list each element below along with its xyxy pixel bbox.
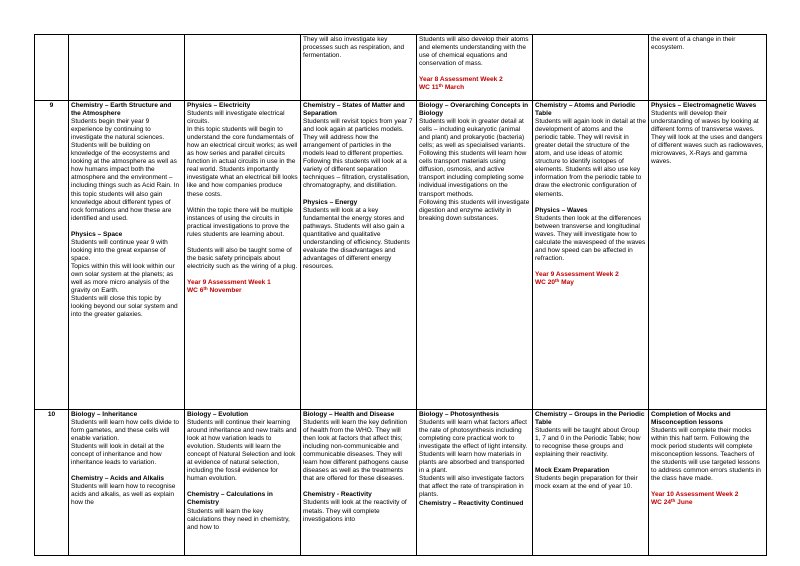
spacer: [187, 483, 298, 491]
date-ordinal: th: [555, 277, 560, 283]
topic-heading: Physics – Electricity: [187, 102, 251, 109]
assessment-month: November: [207, 286, 242, 294]
topic-heading: Biology – Evolution: [187, 411, 249, 418]
assessment-note: Year 8 Assessment Week 2: [419, 76, 503, 84]
table-row: [35, 35, 767, 101]
topic-heading: Chemistry – Reactivity Continued: [419, 499, 524, 507]
topic-heading: Biology – Inheritance: [71, 411, 138, 418]
topic-description: Students will again look in detail at the development of atoms and the periodic table. They will revisit in greater detail the structure of the atom, and use ideas of atomic structure to identify isotopes of elements. Students will also use key information from the periodic table to draw the electronic configuration of elements.: [535, 118, 647, 198]
term-cell: [185, 101, 301, 410]
topic-description: Students will be taught about Group 1, 7 and 0 in the Periodic Table; how to recognise these groups and explaining their reactivity.: [535, 427, 641, 459]
topic-heading: Completion of Mocks and Misconception lessons: [651, 411, 731, 427]
topic-description: Students will develop their understanding of waves by looking at different forms of transverse waves. They will look at the uses and dangers of different waves such as radiowaves, microwaves, X-Rays and gamma waves.: [651, 110, 764, 166]
topic-description: the event of a change in their ecosystem.: [651, 36, 736, 52]
topic-description: Students will complete their mocks within this half term. Following the mock period students will complete misconception lessons. Teachers of the students will use targeted lessons to address common errors students in the class have made.: [651, 427, 761, 483]
spacer: [71, 467, 182, 475]
topic-heading: Chemistry – Calculations in Chemistry: [187, 491, 273, 507]
spacer: [535, 199, 646, 207]
topic-description: Students will learn how materials in plants are absorbed and transported in a plant.: [419, 451, 525, 475]
topic-description: Students will look in detail at the concept of inheritance and how inheritance leads to variation.: [71, 443, 165, 467]
topic-description: Students will learn how cells divide to form gametes, and these cells will enable variation.: [71, 419, 180, 443]
topic-heading: Biology – Health and Disease: [303, 411, 395, 418]
spacer: [71, 223, 182, 231]
term-cell: [69, 101, 185, 410]
assessment-date: WC 20: [535, 278, 556, 286]
term-cell: [185, 410, 301, 556]
year-cell: [35, 35, 69, 101]
spacer: [303, 191, 414, 199]
topic-description: Students will also investigate factors that affect the rate of transpiration in plants.: [419, 475, 525, 499]
spacer: [651, 483, 764, 491]
topic-description: Students will learn how to recognise acids and alkalis, as well as explain how the: [71, 483, 176, 507]
table-row: [35, 410, 767, 556]
spacer: [187, 271, 298, 279]
topic-description: Students will learn the key calculations they need in chemistry, and how to: [187, 507, 290, 531]
topic-heading: Chemistry – Groups in the Periodic Table: [535, 411, 645, 427]
assessment-note: [419, 84, 530, 92]
topic-heading: Chemistry – Acids and Alkalis: [71, 475, 165, 483]
topic-heading: Physics – Space: [71, 230, 123, 238]
term-cell: [417, 101, 533, 410]
spacer: [303, 483, 414, 491]
topic-description: Students will look in greater detail at cells – including eukaryotic (animal and plant) and prokaryotic (bacteria) cells; as well as specialised variants. Following this students will learn how cells transport materials using diffusion, osmosis, and active transport including completing some individual investigations on the transport methods.: [419, 118, 527, 198]
topic-description: In this topic students will begin to understand the core fundamentals of how an electrical circuit works; as well as how series and parallel circuits function in actual circuits in use in the real world. Students importantly investigate what an electrical bill looks like and how companies produce these costs.: [187, 126, 298, 198]
year-cell: 9: [35, 101, 69, 410]
assessment-date: WC 24: [651, 499, 672, 507]
topic-description: Students then look at the differences between transverse and longitudinal waves. They will investigate how to calculate the wavespeed of the waves and how speed can be affected in refraction.: [535, 214, 646, 262]
topic-heading: Physics – Waves: [535, 206, 588, 214]
spacer: [535, 459, 646, 467]
assessment-note: Year 10 Assessment Week 2: [651, 491, 739, 499]
term-cell: [301, 410, 417, 556]
topic-heading: Biology – Overarching Concepts in Biology: [419, 102, 529, 118]
term-cell: [417, 35, 533, 101]
spacer: [419, 68, 530, 76]
topic-heading: Chemistry – Earth Structure and the Atmosphere: [71, 102, 172, 118]
spacer: [535, 263, 646, 271]
date-ordinal: th: [203, 285, 208, 291]
topic-heading: Chemistry – Atoms and Periodic Table: [535, 102, 636, 118]
term-cell: [533, 410, 649, 556]
assessment-month: March: [443, 84, 465, 92]
term-cell: [649, 35, 767, 101]
assessment-note: [651, 499, 764, 507]
assessment-note: [535, 279, 646, 287]
term-cell: [533, 35, 649, 101]
assessment-note: Year 9 Assessment Week 2: [535, 270, 619, 278]
assessment-date: WC 11: [419, 84, 439, 92]
topic-description: Following this students will investigate digestion and enzyme activity in breaking down substances.: [419, 198, 530, 222]
topic-heading: Chemistry - Reactivity: [303, 491, 372, 499]
term-cell: [185, 35, 301, 101]
topic-heading: Physics – Electromagnetic Waves: [651, 102, 757, 109]
topic-description: Students will continue year 9 with looking into the great expanse of space.: [71, 238, 168, 262]
date-ordinal: th: [438, 83, 443, 89]
curriculum-table: [34, 34, 767, 556]
spacer: [187, 199, 298, 207]
topic-description: Students will also be taught some of the basic safety principals about electricity such as the wiring of a plug.: [187, 246, 298, 270]
term-cell: [649, 101, 767, 410]
assessment-month: May: [559, 278, 574, 286]
topic-description: Students will investigate electrical circuits.: [187, 110, 285, 126]
topic-heading: Mock Exam Preparation: [535, 467, 610, 475]
topic-description: Within the topic there will be multiple instances of using the circuits in practical investigations to prove the rules students are learning about.: [187, 206, 293, 238]
topic-heading: Biology – Photosynthesis: [419, 411, 500, 418]
topic-description: Students begin preparation for their mock exam at the end of year 10.: [535, 475, 638, 491]
topic-description: Students will learn the key definition of health from the WHO. They will then look at factors that affect this; including non-communicable and communicable diseases. They will learn how different pathogens cause diseases as well as the treatments that are offered for these diseases.: [303, 419, 409, 483]
spacer: [187, 239, 298, 247]
topic-description: They will also investigate key processes such as respiration, and fermentation.: [303, 36, 405, 60]
year-cell: 10: [35, 410, 69, 556]
term-cell: [417, 410, 533, 556]
topic-description: Students will look at the reactivity of metals. They will complete investigations into: [303, 499, 407, 523]
topic-heading: Chemistry – States of Matter and Separation: [303, 102, 405, 118]
term-cell: [533, 101, 649, 410]
term-cell: [69, 410, 185, 556]
topic-description: Students begin their year 9 experience by continuing to investigate the natural sciences. Students will be building on knowledge of the ecosystems and looking at the atmosphere as well as how humans impact both the atmosphere and the environment – including things such as Acid Rain. In this topic students will also gain knowledge about different types of rock formations and how these are identified and used.: [71, 118, 180, 222]
assessment-note: [187, 287, 298, 295]
topic-description: Students will close this topic by looking beyond our solar system and into the greater galaxies.: [71, 295, 178, 319]
topic-description: Students will continue their learning around inheritance and new traits and look at how variation leads to evolution. Students will learn the concept of Natural Selection and look at evidence of natural selection, including the fossil evidence for human evolution.: [187, 419, 297, 483]
assessment-note: Year 9 Assessment Week 1: [187, 278, 271, 286]
assessment-date: WC 6: [187, 286, 204, 294]
term-cell: [301, 35, 417, 101]
topic-description: Topics within this will look within our own solar system at the planets; as well as more micro analysis of the gravity on Earth.: [71, 262, 175, 295]
table-row: [35, 101, 767, 410]
topic-heading: Physics – Energy: [303, 198, 358, 206]
date-ordinal: th: [671, 498, 676, 504]
topic-description: Students will look at a key fundamental the energy stores and pathways. Students will also gain a quantitative and qualitative understanding of efficiency. Students evaluate the disadvantages and advantages of different energy resources.: [303, 206, 410, 270]
term-cell: [69, 35, 185, 101]
assessment-month: June: [675, 499, 693, 507]
topic-description: Students will also develop their atoms and elements understanding with the use of chemical equations and conservation of mass.: [419, 36, 529, 68]
topic-description: Students will learn what factors affect the rate of photosynthesis including completing core practical work to investigate the effect of light intensity.: [419, 419, 528, 451]
topic-description: Students will revisit topics from year 7 and look again at particles models. They will address how the arrangement of particles in the models lead to different properties. Following this students will look at a variety of different separation techniques – filtration, crystallisation, chromatography, and distillation.: [303, 118, 413, 190]
term-cell: [649, 410, 767, 556]
term-cell: [301, 101, 417, 410]
